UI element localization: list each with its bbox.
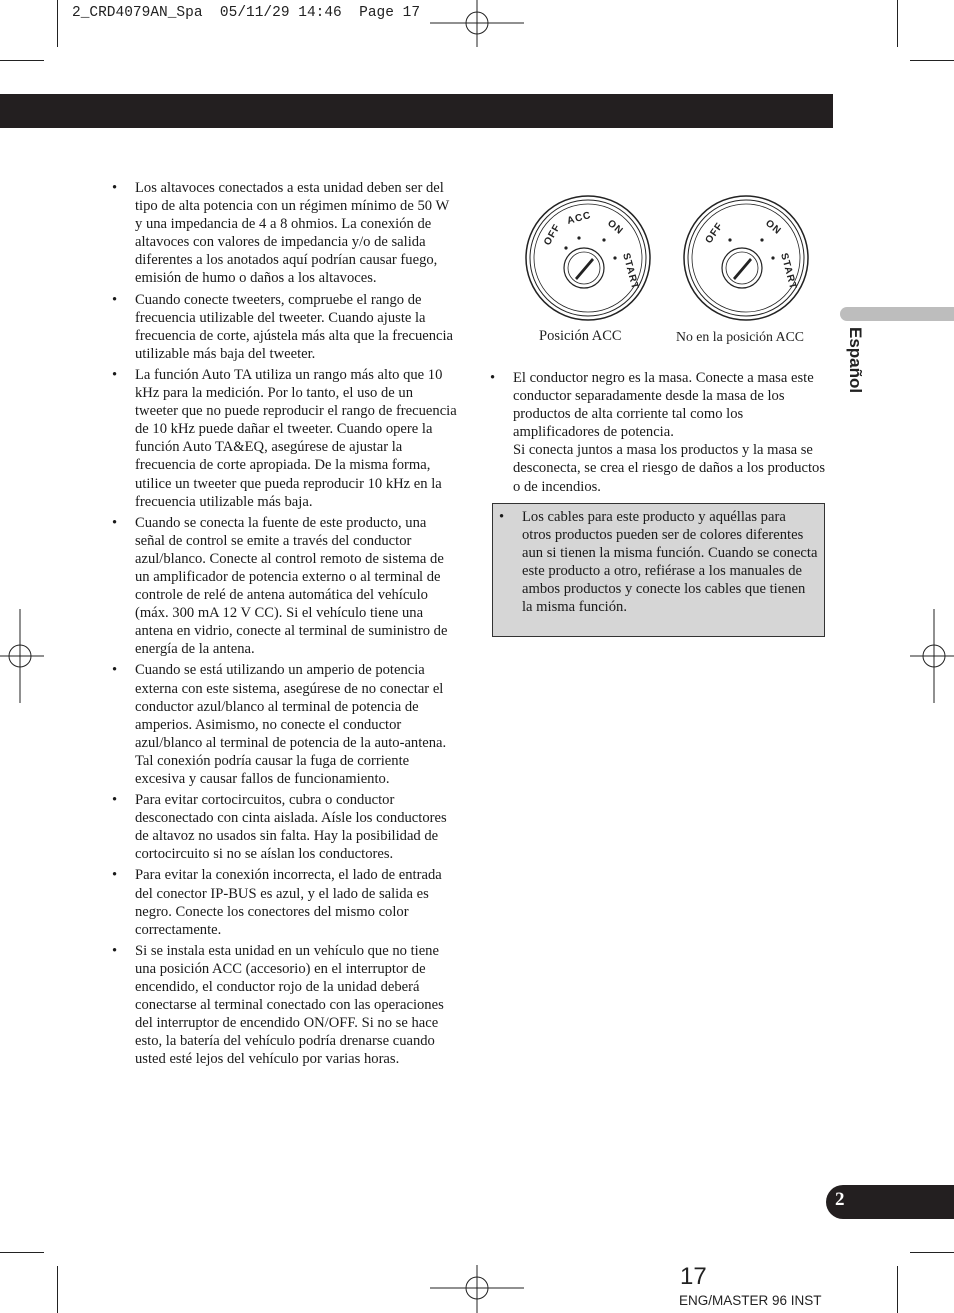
list-item: • Cuando se está utilizando un amperio de potencia externa con este sistema, asegúrese de no conectar el conductor azul/blanco al terminal de potencia de amperios. Asimismo, no conecte el conductor azul/blanco al terminal de potencia de la auto-antena. Tal conexión podría causar la fuga de corriente excesiva y causar fallos de funcionamiento. <box>112 662 447 787</box>
position-label-on: ON <box>763 217 784 238</box>
list-item: • Cuando conecte tweeters, compruebe el rango de frecuencia utilizable del tweeter. Cuando ajuste la frecuencia de corte, ajústela más alta que la frecuencia utilizable más baja del tweeter. <box>112 291 454 362</box>
position-label-off: OFF <box>542 222 564 248</box>
note-box <box>492 503 825 637</box>
ignition-acc-figure <box>522 192 654 324</box>
ignition-no-acc-figure <box>680 192 812 324</box>
list-item: • Los cables para este producto y aquéllas para otros productos pueden ser de colores diferentes aun si tienen la misma función. Cuando se conecta este producto a otro, refiérase a los manuales de ambos productos y conecte los cables que tienen la misma función. <box>499 509 818 616</box>
chapter-number: 2 <box>835 1189 845 1210</box>
print-header: 2_CRD4079AN_Spa 05/11/29 14:46 Page 17 <box>72 5 421 21</box>
chapter-tab <box>826 1185 954 1219</box>
list-item: • Para evitar cortocircuitos, cubra o conductor desconectado con cinta aislada. Aísle los conductores de altavoz no usados sin falta. Hay la posibilidad de cortocircuito si no se aíslan los conductores. <box>112 792 447 863</box>
footer-code: ENG/MASTER 96 INST <box>679 1293 822 1308</box>
position-label-off: OFF <box>703 220 726 246</box>
left-column <box>112 179 458 1072</box>
language-label: Español <box>846 327 865 394</box>
list-item: • Para evitar la conexión incorrecta, el lado de entrada del conector IP-BUS es azul, y el lado de salida es negro. Conecte los conectores del mismo color correctamente. <box>112 867 442 938</box>
figure-caption-acc: Posición ACC <box>539 328 622 344</box>
header-band <box>0 94 833 128</box>
list-item: • La función Auto TA utiliza un rango más alto que 10 kHz para la medición. Por lo tanto, el uso de un tweeter que no puede reproducir el rango de frecuencia de 10 kHz puede dañar el tweeter. Cuando opere la función Auto TA&EQ, asegúrese de ajustar la frecuencia de corte apropiada. De la misma forma, utilice un tweeter que pueda reproducir 10 kHz en la frecuencia utilizable más baja. <box>112 366 457 510</box>
position-label-on: ON <box>605 217 626 238</box>
position-label-start: START <box>620 251 641 292</box>
list-item: • Cuando se conecta la fuente de este producto, una señal de control se emite a través del conductor azul/blanco. Conecte al control remoto de sistema de un amplificador de potencia externo o al terminal de controle de relé de antena automática del vehículo (máx. 300 mA 12 V CC). Si el vehículo tiene una antena en vidrio, conecte al terminal de suministro de energía de la antena. <box>112 514 448 658</box>
list-item: • Los altavoces conectados a esta unidad deben ser del tipo de alta potencia con un régimen mínimo de 50 W y una impedancia de 4 a 8 ohmios. La conexión de altavoces con valores de impedancia y/o de salida diferentes a los anotados aquí podrían causar fuego, emisión de humo o daños a los altavoces. <box>112 180 449 287</box>
list-item: • El conductor negro es la masa. Conecte a masa este conductor separadamente desde la masa de los productos de alta corriente tal como los amplificadores de potencia. Si conecta juntos a masa los productos y la masa se desconecta, se crea el riesgo de daños a los productos o de incendios. <box>490 370 826 495</box>
page-number: 17 <box>680 1263 707 1290</box>
language-tab <box>840 307 954 321</box>
right-column <box>490 369 828 499</box>
list-item: • Si se instala esta unidad en un vehículo que no tiene una posición ACC (accesorio) en el interruptor de encendido, el conductor rojo de la unidad deberá conectarse al terminal conectado con las operaciones del interruptor de encendido ON/OFF. Si no se hace esto, la batería del vehículo podría drenarse cuando usted esté lejos del vehículo por varias horas. <box>112 942 444 1068</box>
position-label-start: START <box>778 251 799 292</box>
figure-caption-no-acc: No en la posición ACC <box>676 329 804 344</box>
position-label-acc: ACC <box>565 209 593 227</box>
